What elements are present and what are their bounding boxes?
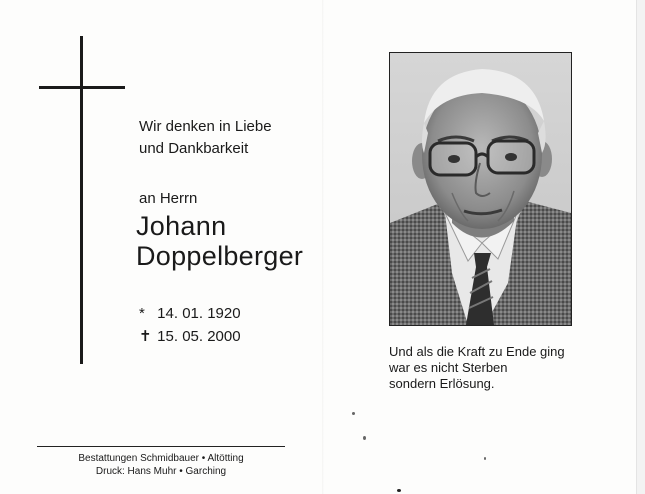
credit-printer: Druck: Hans Muhr • Garching — [95, 466, 227, 477]
birth-date-row — [139, 305, 241, 322]
birth-date: 14. 01. 1920 — [157, 305, 241, 322]
greeting — [139, 116, 272, 160]
paper-speck — [484, 457, 486, 460]
paper-speck — [397, 489, 401, 492]
death-symbol: ✝ — [139, 328, 152, 345]
card-fold — [322, 0, 324, 494]
quote-line-1: Und als die Kraft zu Ende ging — [389, 344, 565, 359]
greeting-line-2: und Dankbarkeit — [139, 140, 249, 157]
birth-symbol: * — [139, 305, 145, 322]
footer-rule — [37, 446, 285, 447]
salutation: an Herrn — [139, 190, 198, 207]
greeting-line-1: Wir denken in Liebe — [139, 118, 272, 135]
portrait-photo — [389, 52, 572, 326]
death-date-row — [139, 327, 241, 345]
credit-funeral-home: Bestattungen Schmidbauer • Altötting — [78, 453, 244, 464]
quote-line-2: war es nicht Sterben — [389, 360, 508, 375]
card-edge — [636, 0, 645, 494]
death-date: 15. 05. 2000 — [157, 328, 241, 345]
paper-speck — [352, 412, 355, 415]
first-name: Johann — [136, 211, 227, 241]
portrait-illustration — [390, 53, 571, 325]
paper-speck — [363, 436, 366, 440]
cross-horizontal-bar — [39, 86, 125, 89]
last-name: Doppelberger — [136, 241, 304, 271]
memorial-quote — [389, 344, 565, 392]
quote-line-3: sondern Erlösung. — [389, 376, 495, 391]
